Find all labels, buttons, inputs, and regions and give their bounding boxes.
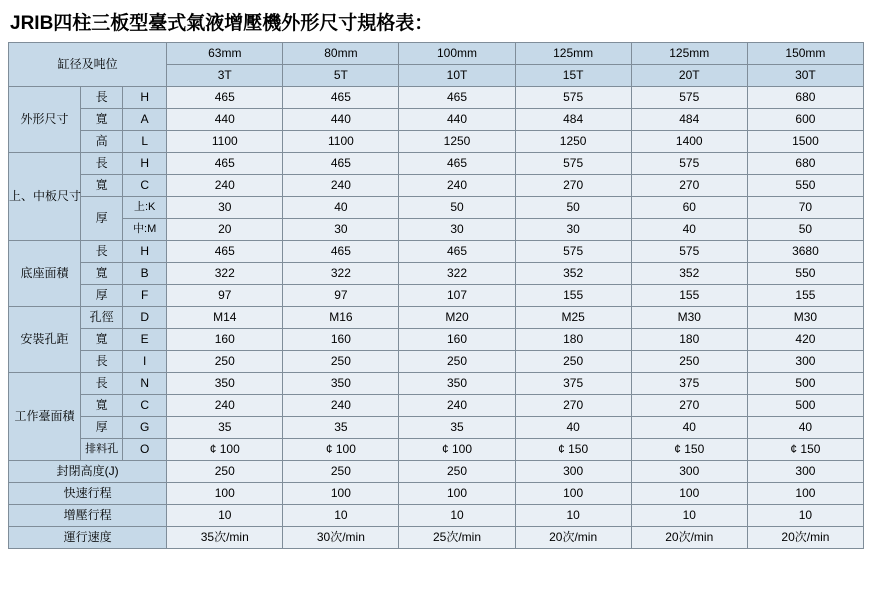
table-row xyxy=(9,527,864,549)
cell-value: 440 xyxy=(167,109,283,131)
cell-value: 155 xyxy=(747,285,863,307)
footer-row-label-0: 封閉高度(J) xyxy=(9,461,167,483)
cell-value: M30 xyxy=(747,307,863,329)
cell-value: 240 xyxy=(167,175,283,197)
cell-value: 180 xyxy=(631,329,747,351)
cell-value: 35 xyxy=(399,417,515,439)
cell-value: 40 xyxy=(631,417,747,439)
cell-value: 35 xyxy=(167,417,283,439)
row-symbol: N xyxy=(123,373,167,395)
cell-value: 25次/min xyxy=(399,527,515,549)
cell-value: 240 xyxy=(283,395,399,417)
cell-value: 240 xyxy=(167,395,283,417)
row-sub-label: 高 xyxy=(81,131,123,153)
cell-value: 270 xyxy=(515,175,631,197)
cell-value: 100 xyxy=(399,483,515,505)
cell-value: 250 xyxy=(399,461,515,483)
cell-value: 40 xyxy=(631,219,747,241)
cell-value: 100 xyxy=(167,483,283,505)
header-bore-2: 100mm xyxy=(399,43,515,65)
row-sub-label: 厚 xyxy=(81,417,123,439)
row-sub-label: 長 xyxy=(81,241,123,263)
cell-value: 100 xyxy=(283,483,399,505)
row-sub-label: 寬 xyxy=(81,329,123,351)
cell-value: 10 xyxy=(399,505,515,527)
header-bore-4: 125mm xyxy=(631,43,747,65)
cell-value: 40 xyxy=(283,197,399,219)
cell-value: M16 xyxy=(283,307,399,329)
header-tonnage-1: 5T xyxy=(283,65,399,87)
table-row xyxy=(9,461,864,483)
cell-value: 160 xyxy=(399,329,515,351)
cell-value: 575 xyxy=(515,87,631,109)
cell-value: 550 xyxy=(747,175,863,197)
cell-value: 575 xyxy=(631,241,747,263)
header-corner-label: 缸径及吨位 xyxy=(9,43,167,87)
table-row xyxy=(9,417,864,439)
row-sub-label: 厚 xyxy=(81,285,123,307)
cell-value: 100 xyxy=(515,483,631,505)
row-symbol: B xyxy=(123,263,167,285)
section-label-4: 工作臺面積 xyxy=(9,373,81,461)
row-sub-label: 孔徑 xyxy=(81,307,123,329)
table-row xyxy=(9,219,864,241)
row-sub-label: 長 xyxy=(81,153,123,175)
row-sub-label: 寬 xyxy=(81,263,123,285)
cell-value: 180 xyxy=(515,329,631,351)
cell-value: 465 xyxy=(399,241,515,263)
cell-value: 250 xyxy=(399,351,515,373)
cell-value: 250 xyxy=(167,461,283,483)
cell-value: 350 xyxy=(283,373,399,395)
section-label-3: 安裝孔距 xyxy=(9,307,81,373)
cell-value: 250 xyxy=(631,351,747,373)
cell-value: 465 xyxy=(399,153,515,175)
cell-value: 107 xyxy=(399,285,515,307)
cell-value: 97 xyxy=(283,285,399,307)
row-symbol: L xyxy=(123,131,167,153)
cell-value: 465 xyxy=(283,241,399,263)
cell-value: 440 xyxy=(283,109,399,131)
cell-value: 50 xyxy=(515,197,631,219)
cell-value: 240 xyxy=(283,175,399,197)
cell-value: ¢ 150 xyxy=(747,439,863,461)
cell-value: 40 xyxy=(747,417,863,439)
cell-value: 600 xyxy=(747,109,863,131)
cell-value: M14 xyxy=(167,307,283,329)
cell-value: 40 xyxy=(515,417,631,439)
cell-value: 500 xyxy=(747,373,863,395)
table-row xyxy=(9,505,864,527)
cell-value: 1100 xyxy=(283,131,399,153)
cell-value: 30次/min xyxy=(283,527,399,549)
table-row xyxy=(9,109,864,131)
cell-value: 250 xyxy=(515,351,631,373)
row-sub-label: 寬 xyxy=(81,175,123,197)
row-symbol: H xyxy=(123,153,167,175)
row-symbol: G xyxy=(123,417,167,439)
row-sub-label: 寬 xyxy=(81,395,123,417)
cell-value: 350 xyxy=(399,373,515,395)
cell-value: 375 xyxy=(631,373,747,395)
cell-value: 20次/min xyxy=(515,527,631,549)
cell-value: 680 xyxy=(747,153,863,175)
cell-value: ¢ 100 xyxy=(399,439,515,461)
cell-value: 465 xyxy=(283,87,399,109)
cell-value: 270 xyxy=(631,395,747,417)
cell-value: ¢ 100 xyxy=(283,439,399,461)
cell-value: 322 xyxy=(399,263,515,285)
cell-value: 35 xyxy=(283,417,399,439)
table-row xyxy=(9,131,864,153)
table-row xyxy=(9,241,864,263)
cell-value: 440 xyxy=(399,109,515,131)
cell-value: 300 xyxy=(747,351,863,373)
cell-value: 10 xyxy=(631,505,747,527)
cell-value: 50 xyxy=(747,219,863,241)
cell-value: 240 xyxy=(399,175,515,197)
table-row xyxy=(9,351,864,373)
cell-value: 155 xyxy=(631,285,747,307)
cell-value: 30 xyxy=(399,219,515,241)
row-symbol: A xyxy=(123,109,167,131)
cell-value: 465 xyxy=(283,153,399,175)
row-sub-label: 厚 xyxy=(81,197,123,241)
cell-value: 20次/min xyxy=(631,527,747,549)
cell-value: 575 xyxy=(515,153,631,175)
table-row xyxy=(9,197,864,219)
row-symbol: H xyxy=(123,87,167,109)
cell-value: 10 xyxy=(167,505,283,527)
cell-value: 322 xyxy=(283,263,399,285)
cell-value: 20次/min xyxy=(747,527,863,549)
table-row xyxy=(9,153,864,175)
cell-value: 1500 xyxy=(747,131,863,153)
cell-value: 160 xyxy=(167,329,283,351)
cell-value: 250 xyxy=(283,461,399,483)
cell-value: 420 xyxy=(747,329,863,351)
cell-value: 300 xyxy=(631,461,747,483)
header-tonnage-3: 15T xyxy=(515,65,631,87)
spec-table xyxy=(8,42,864,549)
header-tonnage-0: 3T xyxy=(167,65,283,87)
cell-value: 100 xyxy=(631,483,747,505)
cell-value: 20 xyxy=(167,219,283,241)
page-title: JRIB四柱三板型臺式氣液增壓機外形尺寸規格表： xyxy=(10,13,434,34)
header-bore-5: 150mm xyxy=(747,43,863,65)
cell-value: 3680 xyxy=(747,241,863,263)
cell-value: 10 xyxy=(747,505,863,527)
cell-value: M20 xyxy=(399,307,515,329)
row-symbol: C xyxy=(123,175,167,197)
table-row xyxy=(9,329,864,351)
cell-value: 575 xyxy=(631,153,747,175)
cell-value: 270 xyxy=(631,175,747,197)
row-symbol: O xyxy=(123,439,167,461)
cell-value: 240 xyxy=(399,395,515,417)
cell-value: 465 xyxy=(167,241,283,263)
footer-row-label-3: 運行速度 xyxy=(9,527,167,549)
header-tonnage-5: 30T xyxy=(747,65,863,87)
table-row xyxy=(9,439,864,461)
cell-value: 575 xyxy=(515,241,631,263)
cell-value: 250 xyxy=(283,351,399,373)
header-tonnage-2: 10T xyxy=(399,65,515,87)
cell-value: 97 xyxy=(167,285,283,307)
row-sub-label: 長 xyxy=(81,373,123,395)
row-symbol: 中:M xyxy=(123,219,167,241)
row-symbol: 上:K xyxy=(123,197,167,219)
cell-value: 465 xyxy=(167,87,283,109)
row-symbol: I xyxy=(123,351,167,373)
footer-row-label-1: 快速行程 xyxy=(9,483,167,505)
cell-value: 484 xyxy=(515,109,631,131)
row-sub-label: 長 xyxy=(81,87,123,109)
cell-value: 155 xyxy=(515,285,631,307)
cell-value: 60 xyxy=(631,197,747,219)
cell-value: 352 xyxy=(515,263,631,285)
cell-value: 322 xyxy=(167,263,283,285)
header-bore-1: 80mm xyxy=(283,43,399,65)
table-row xyxy=(9,175,864,197)
cell-value: 465 xyxy=(399,87,515,109)
cell-value: ¢ 150 xyxy=(515,439,631,461)
cell-value: M25 xyxy=(515,307,631,329)
cell-value: M30 xyxy=(631,307,747,329)
cell-value: 350 xyxy=(167,373,283,395)
cell-value: 300 xyxy=(747,461,863,483)
header-bore-0: 63mm xyxy=(167,43,283,65)
cell-value: 500 xyxy=(747,395,863,417)
row-symbol: H xyxy=(123,241,167,263)
cell-value: 10 xyxy=(515,505,631,527)
row-symbol: F xyxy=(123,285,167,307)
cell-value: 465 xyxy=(167,153,283,175)
cell-value: 50 xyxy=(399,197,515,219)
cell-value: 550 xyxy=(747,263,863,285)
cell-value: 375 xyxy=(515,373,631,395)
row-symbol: D xyxy=(123,307,167,329)
row-sub-label: 長 xyxy=(81,351,123,373)
row-sub-label: 寬 xyxy=(81,109,123,131)
table-row xyxy=(9,87,864,109)
row-symbol: C xyxy=(123,395,167,417)
cell-value: 35次/min xyxy=(167,527,283,549)
cell-value: 1400 xyxy=(631,131,747,153)
cell-value: 484 xyxy=(631,109,747,131)
table-header-bore-row xyxy=(9,43,864,65)
cell-value: 100 xyxy=(747,483,863,505)
cell-value: 1250 xyxy=(399,131,515,153)
table-row xyxy=(9,483,864,505)
section-label-1: 上、中板尺寸 xyxy=(9,153,81,241)
table-row xyxy=(9,285,864,307)
cell-value: 270 xyxy=(515,395,631,417)
cell-value: 30 xyxy=(283,219,399,241)
cell-value: 30 xyxy=(515,219,631,241)
header-tonnage-4: 20T xyxy=(631,65,747,87)
cell-value: 250 xyxy=(167,351,283,373)
section-label-0: 外形尺寸 xyxy=(9,87,81,153)
cell-value: 680 xyxy=(747,87,863,109)
cell-value: ¢ 150 xyxy=(631,439,747,461)
cell-value: 30 xyxy=(167,197,283,219)
cell-value: 160 xyxy=(283,329,399,351)
table-row xyxy=(9,395,864,417)
cell-value: 1250 xyxy=(515,131,631,153)
row-symbol: E xyxy=(123,329,167,351)
cell-value: 352 xyxy=(631,263,747,285)
cell-value: 70 xyxy=(747,197,863,219)
header-bore-3: 125mm xyxy=(515,43,631,65)
section-label-2: 底座面積 xyxy=(9,241,81,307)
cell-value: 300 xyxy=(515,461,631,483)
cell-value: 1100 xyxy=(167,131,283,153)
cell-value: ¢ 100 xyxy=(167,439,283,461)
row-sub-label: 排料孔 xyxy=(81,439,123,461)
cell-value: 10 xyxy=(283,505,399,527)
table-row xyxy=(9,373,864,395)
table-row xyxy=(9,307,864,329)
footer-row-label-2: 增壓行程 xyxy=(9,505,167,527)
cell-value: 575 xyxy=(631,87,747,109)
table-row xyxy=(9,263,864,285)
